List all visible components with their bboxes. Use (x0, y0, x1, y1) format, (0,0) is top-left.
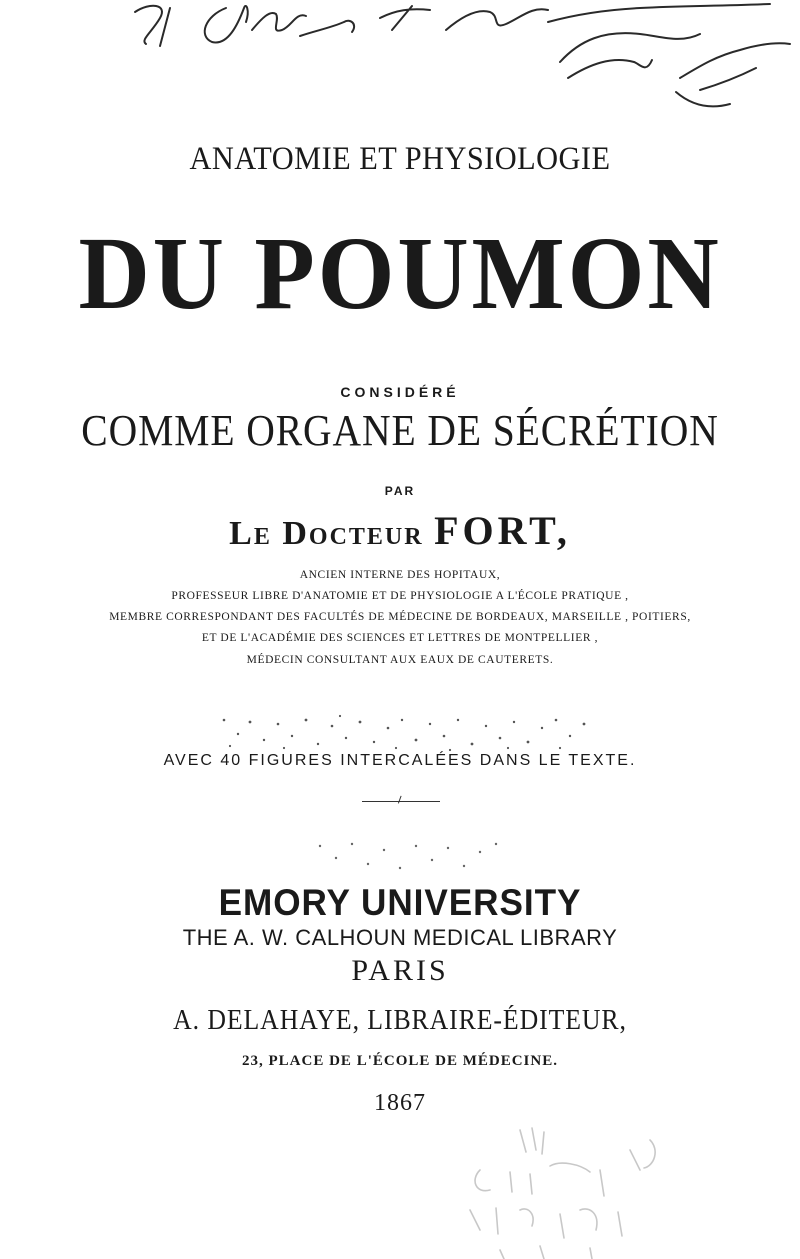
title-line-anatomie: ANATOMIE ET PHYSIOLOGIE (189, 141, 611, 177)
divider-ornament (398, 796, 409, 807)
bleed-through-marks (440, 1110, 760, 1259)
credential-line: MÉDECIN CONSULTANT AUX EAUX DE CAUTERETS. (246, 654, 554, 666)
subtitle-considere: CONSIDÉRÉ (340, 384, 460, 400)
stamp-dot-pattern (220, 840, 590, 874)
publisher-line: A. DELAHAYE, LIBRAIRE-ÉDITEUR, (173, 1005, 627, 1036)
library-stamp-university: EMORY UNIVERSITY (218, 882, 582, 923)
publisher-address-text: 23, PLACE DE L'ÉCOLE DE MÉDECINE. (242, 1053, 558, 1069)
library-stamp-name: THE A. W. CALHOUN MEDICAL LIBRARY (182, 925, 618, 950)
credential-line: PROFESSEUR LIBRE D'ANATOMIE ET DE PHYSIOLOGIE A L'ÉCOLE PRATIQUE , (171, 590, 629, 602)
publisher-address (0, 1049, 800, 1070)
author-name: FORT, (434, 508, 571, 553)
credential-line: MEMBRE CORRESPONDANT DES FACULTÉS DE MÉDECINE DE BORDEAUX, MARSEILLE , POITIERS, (109, 611, 691, 623)
author-prefix: Le Docteur (229, 515, 424, 552)
by-label: PAR (384, 484, 416, 498)
credential-line: ANCIEN INTERNE DES HOPITAUX, (299, 569, 501, 581)
main-title: DU POUMON (78, 216, 722, 331)
publication-city: PARIS (351, 954, 449, 987)
subtitle-secretion: COMME ORGANE DE SÉCRÉTION (81, 406, 719, 455)
credential-line: ET DE L'ACADÉMIE DES SCIENCES ET LETTRES DE MONTPELLIER , (201, 632, 599, 644)
author-line (0, 507, 800, 554)
figures-note: AVEC 40 FIGURES INTERCALÉES DANS LE TEXTE. (163, 752, 637, 769)
handwritten-signature (0, 0, 800, 110)
stamp-dot-pattern (220, 714, 590, 754)
publication-year: 1867 (374, 1090, 426, 1116)
